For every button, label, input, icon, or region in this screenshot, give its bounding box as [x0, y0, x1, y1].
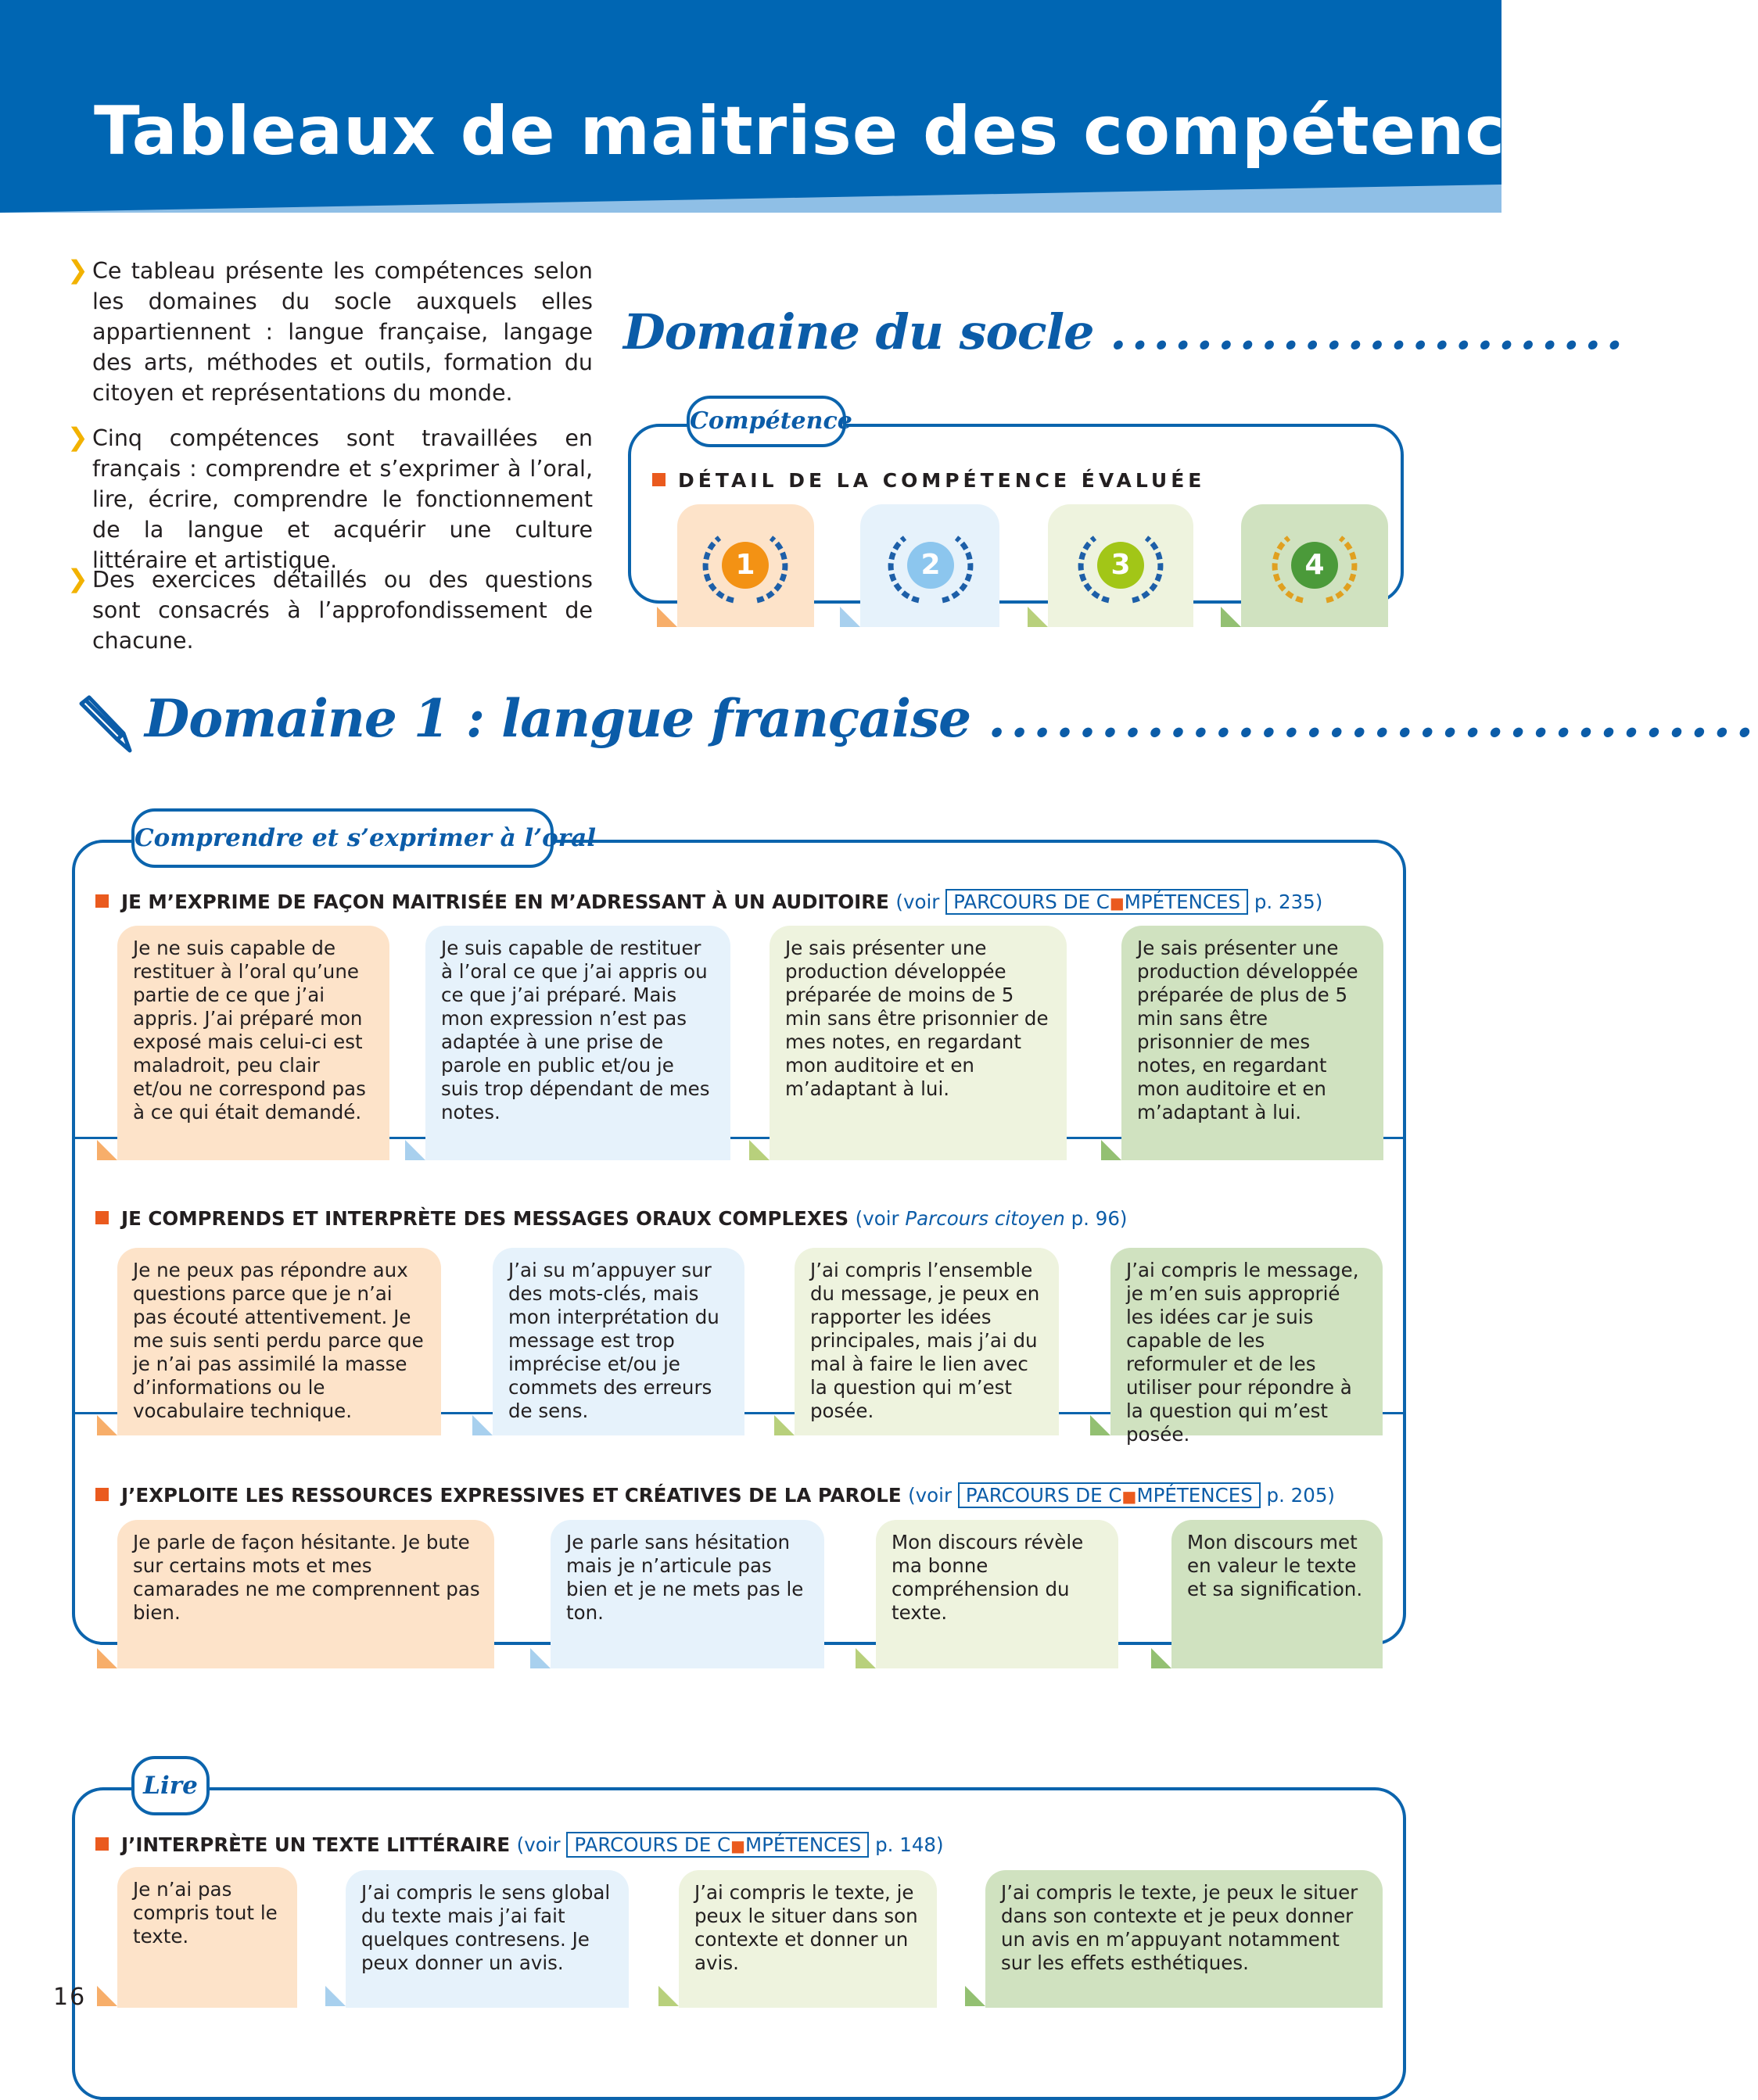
section-head-1: JE M’EXPRIME DE FAÇON MAITRISÉE EN M’ADRESSANT À UN AUDITOIRE (voir PARCOURS DE C■MPÉTENCES p. 235) [95, 889, 1322, 915]
corner-fold [472, 1415, 493, 1435]
corner-fold [1151, 1648, 1171, 1668]
section-head-3: J’EXPLOITE LES RESSOURCES EXPRESSIVES ET CRÉATIVES DE LA PAROLE (voir PARCOURS DE C■MPÉTENCES p. 205) [95, 1482, 1335, 1508]
domaine1-title: Domaine 1 : langue française .................................. [145, 688, 1758, 749]
level-number-2: 2 [920, 549, 941, 581]
chevron-right-icon: ❯ [67, 422, 88, 452]
legend-detail-label: DÉTAIL DE LA COMPÉTENCE ÉVALUÉE [652, 469, 1205, 492]
square-bullet-icon [652, 473, 666, 486]
laurel-medal-icon-1 [702, 522, 788, 608]
parcours-competences-badge: PARCOURS DE C■MPÉTENCES [566, 1832, 869, 1858]
corner-fold [965, 1986, 985, 2006]
corner-fold [749, 1140, 770, 1160]
laurel-medal-icon-2 [888, 522, 974, 608]
corner-fold [1221, 607, 1241, 627]
page-title: Tableaux de maitrise des compétences [94, 92, 1593, 170]
chevron-right-icon: ❯ [67, 255, 88, 285]
card-s4-level-3: J’ai compris le texte, je peux le situer dans son contexte et donner un avis. [679, 1870, 937, 2008]
chevron-right-icon: ❯ [67, 564, 88, 593]
level-number-1: 1 [735, 549, 755, 581]
parcours-competences-badge: PARCOURS DE C■MPÉTENCES [945, 889, 1248, 915]
page-number: 16 [53, 1984, 87, 2011]
square-bullet-icon [95, 1211, 109, 1224]
legend-title: Domaine du socle ........................ [623, 303, 1628, 360]
corner-fold [97, 1140, 117, 1160]
card-s4-level-1: Je n’ai pas compris tout le texte. [117, 1867, 297, 2008]
square-bullet-icon [95, 1488, 109, 1501]
section-head-4: J’INTERPRÈTE UN TEXTE LITTÉRAIRE (voir PARCOURS DE C■MPÉTENCES p. 148) [95, 1832, 944, 1858]
square-bullet-icon [95, 1837, 109, 1851]
intro-paragraph-3: ❯ Des exercices détaillés ou des questions sont consacrés à l’approfondissement de chacune. [67, 564, 593, 654]
lire-tab: Lire [131, 1756, 210, 1815]
laurel-medal-icon-4 [1272, 522, 1358, 608]
card-s2-level-2: J’ai su m’appuyer sur des mots-clés, mais mon interprétation du message est trop imprécise et/ou je commets des erreurs de sens. [493, 1248, 744, 1435]
corner-fold [1101, 1140, 1121, 1160]
corner-fold [856, 1648, 876, 1668]
corner-fold [1090, 1415, 1110, 1435]
card-s1-level-3: Je sais présenter une production développée préparée de moins de 5 min sans être prisonnier de mes notes, en regardant mon auditoire et en m’adaptant à lui. [770, 926, 1067, 1160]
corner-fold [657, 607, 677, 627]
card-s1-level-1: Je ne suis capable de restituer à l’oral qu’une partie de ce que j’ai appris. J’ai préparé mon exposé mais celui-ci est maladroit, peu clair et/ou ne correspond pas à ce qui était demandé. [117, 926, 389, 1160]
card-s3-level-1: Je parle de façon hésitante. Je bute sur certains mots et mes camarades ne me comprennent pas bien. [117, 1520, 494, 1668]
square-bullet-icon [95, 894, 109, 908]
oral-tab: Comprendre et s’exprimer à l’oral [131, 808, 554, 868]
card-s4-level-2: J’ai compris le sens global du texte mais j’ai fait quelques contresens. Je peux donner un avis. [346, 1870, 629, 2008]
corner-fold [530, 1648, 551, 1668]
level-number-3: 3 [1110, 549, 1131, 581]
card-s3-level-4: Mon discours met en valeur le texte et sa signification. [1171, 1520, 1383, 1668]
intro-paragraph-2: ❯ Cinq compétences sont travaillées en français : comprendre et s’exprimer à l’oral, lire, écrire, comprendre le fonctionnement de la langue et acquérir une culture littéraire et artistique. [67, 422, 593, 573]
corner-fold [1028, 607, 1048, 627]
pencil-icon [69, 688, 139, 758]
corner-fold [97, 1648, 117, 1668]
card-s1-level-4: Je sais présenter une production développée préparée de plus de 5 min sans être prisonnier de mes notes, en regardant mon auditoire et en m’adaptant à lui. [1121, 926, 1383, 1160]
corner-fold [97, 1986, 117, 2006]
parcours-competences-badge: PARCOURS DE C■MPÉTENCES [958, 1482, 1261, 1508]
legend-competence-tab: Compétence [687, 396, 846, 447]
corner-fold [97, 1415, 117, 1435]
card-s2-level-4: J’ai compris le message, je m’en suis approprié les idées car je suis capable de les reformuler et de les utiliser pour répondre à la question qui m’est posée. [1110, 1248, 1383, 1435]
corner-fold [774, 1415, 795, 1435]
section-head-2: JE COMPRENDS ET INTERPRÈTE DES MESSAGES ORAUX COMPLEXES (voir Parcours citoyen p. 96) [95, 1207, 1128, 1230]
corner-fold [325, 1986, 346, 2006]
corner-fold [840, 607, 860, 627]
corner-fold [658, 1986, 679, 2006]
level-number-4: 4 [1304, 549, 1325, 581]
card-s1-level-2: Je suis capable de restituer à l’oral ce que j’ai appris ou ce que j’ai préparé. Mais mon expression n’est pas adaptée à une prise de parole en public et/ou je suis trop dépendant de mes notes. [425, 926, 730, 1160]
card-s4-level-4: J’ai compris le texte, je peux le situer dans son contexte et je peux donner un avis en m’appuyant notamment sur les effets esthétiques. [985, 1870, 1383, 2008]
card-s3-level-2: Je parle sans hésitation mais je n’articule pas bien et je ne mets pas le ton. [551, 1520, 824, 1668]
card-s3-level-3: Mon discours révèle ma bonne compréhension du texte. [876, 1520, 1118, 1668]
card-s2-level-1: Je ne peux pas répondre aux questions parce que je n’ai pas écouté attentivement. Je me suis senti perdu parce que je n’ai pas assimilé la masse d’informations ou le vocabulaire technique. [117, 1248, 441, 1435]
corner-fold [405, 1140, 425, 1160]
laurel-medal-icon-3 [1078, 522, 1164, 608]
intro-paragraph-1: ❯ Ce tableau présente les compétences selon les domaines du socle auxquels elles appartiennent : langue française, langage des arts, méthodes et outils, formation du citoyen et représentations du monde. [67, 255, 593, 406]
card-s2-level-3: J’ai compris l’ensemble du message, je peux en rapporter les idées principales, mais j’ai du mal à faire le lien avec la question qui m’est posée. [795, 1248, 1059, 1435]
